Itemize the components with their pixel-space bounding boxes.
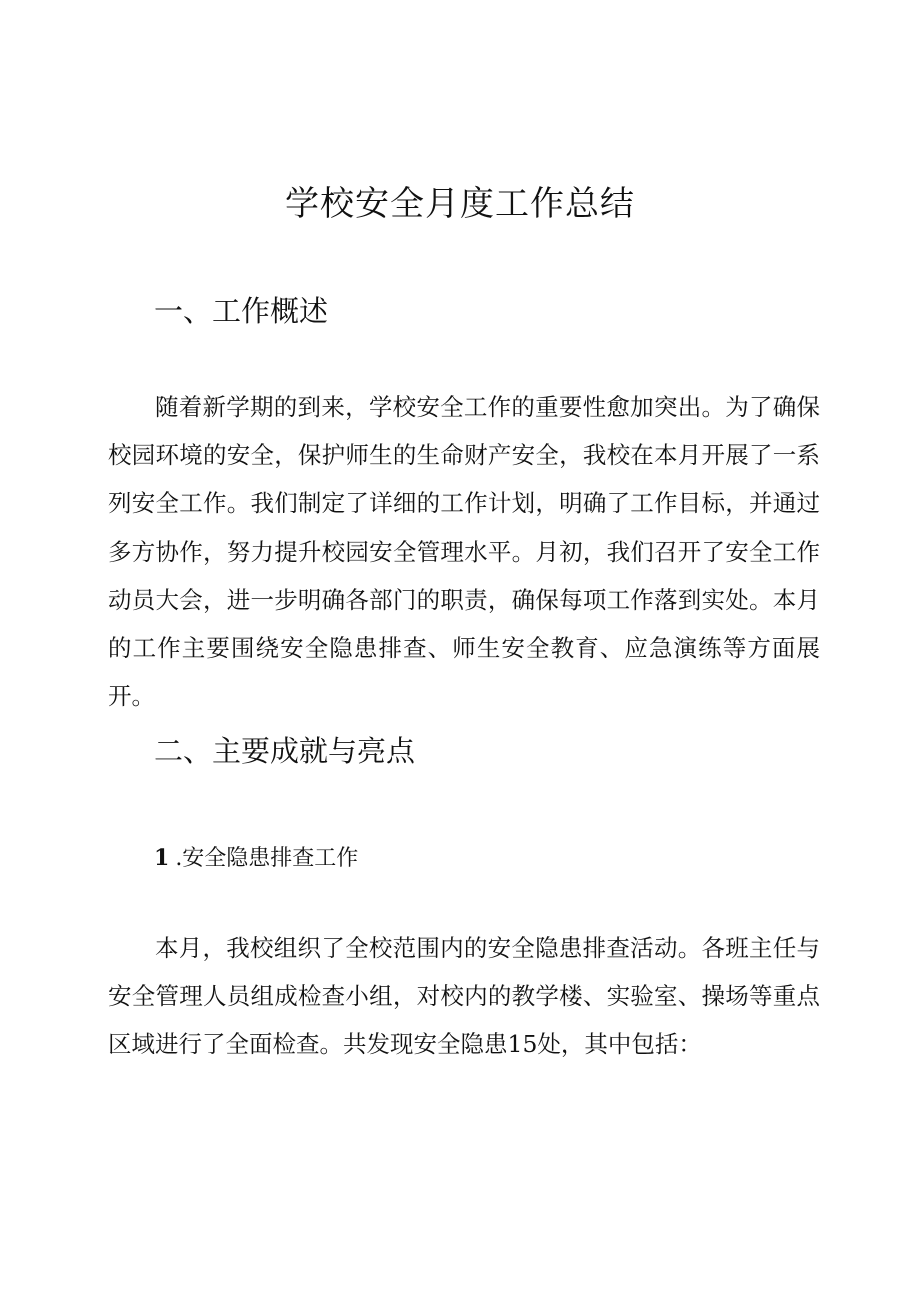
document-title: 学校安全月度工作总结 [285,184,635,224]
subsection-heading-hazard-inspection [154,838,358,879]
hazard-inspection-paragraph: 本月，我校组织了全校范围内的安全隐患排查活动。各班主任与安全管理人员组成检查小组，对校内的教学楼、实验室、操场等重点区域进行了全面检查。共发现安全隐患15处，其中包括： [108,934,820,1059]
section-heading-overview: 一、工作概述 [154,294,329,328]
overview-paragraph: 随着新学期的到来，学校安全工作的重要性愈加突出。为了确保校园环境的安全，保护师生的生命财产安全，我校在本月开展了一系列安全工作。我们制定了详细的工作计划，明确了工作目标，并通过多方协作，努力提升校园安全管理水平。月初，我们召开了安全工作动员大会，进一步明确各部门的职责，确保每项工作落到实处。本月的工作主要围绕安全隐患排查、师生安全教育、应急演练等方面展开。 [108,393,820,711]
subsection-number: 1 [154,845,170,871]
section-heading-achievements: 二、主要成就与亮点 [154,734,416,768]
subsection-title: .安全隐患排查工作 [175,846,359,871]
